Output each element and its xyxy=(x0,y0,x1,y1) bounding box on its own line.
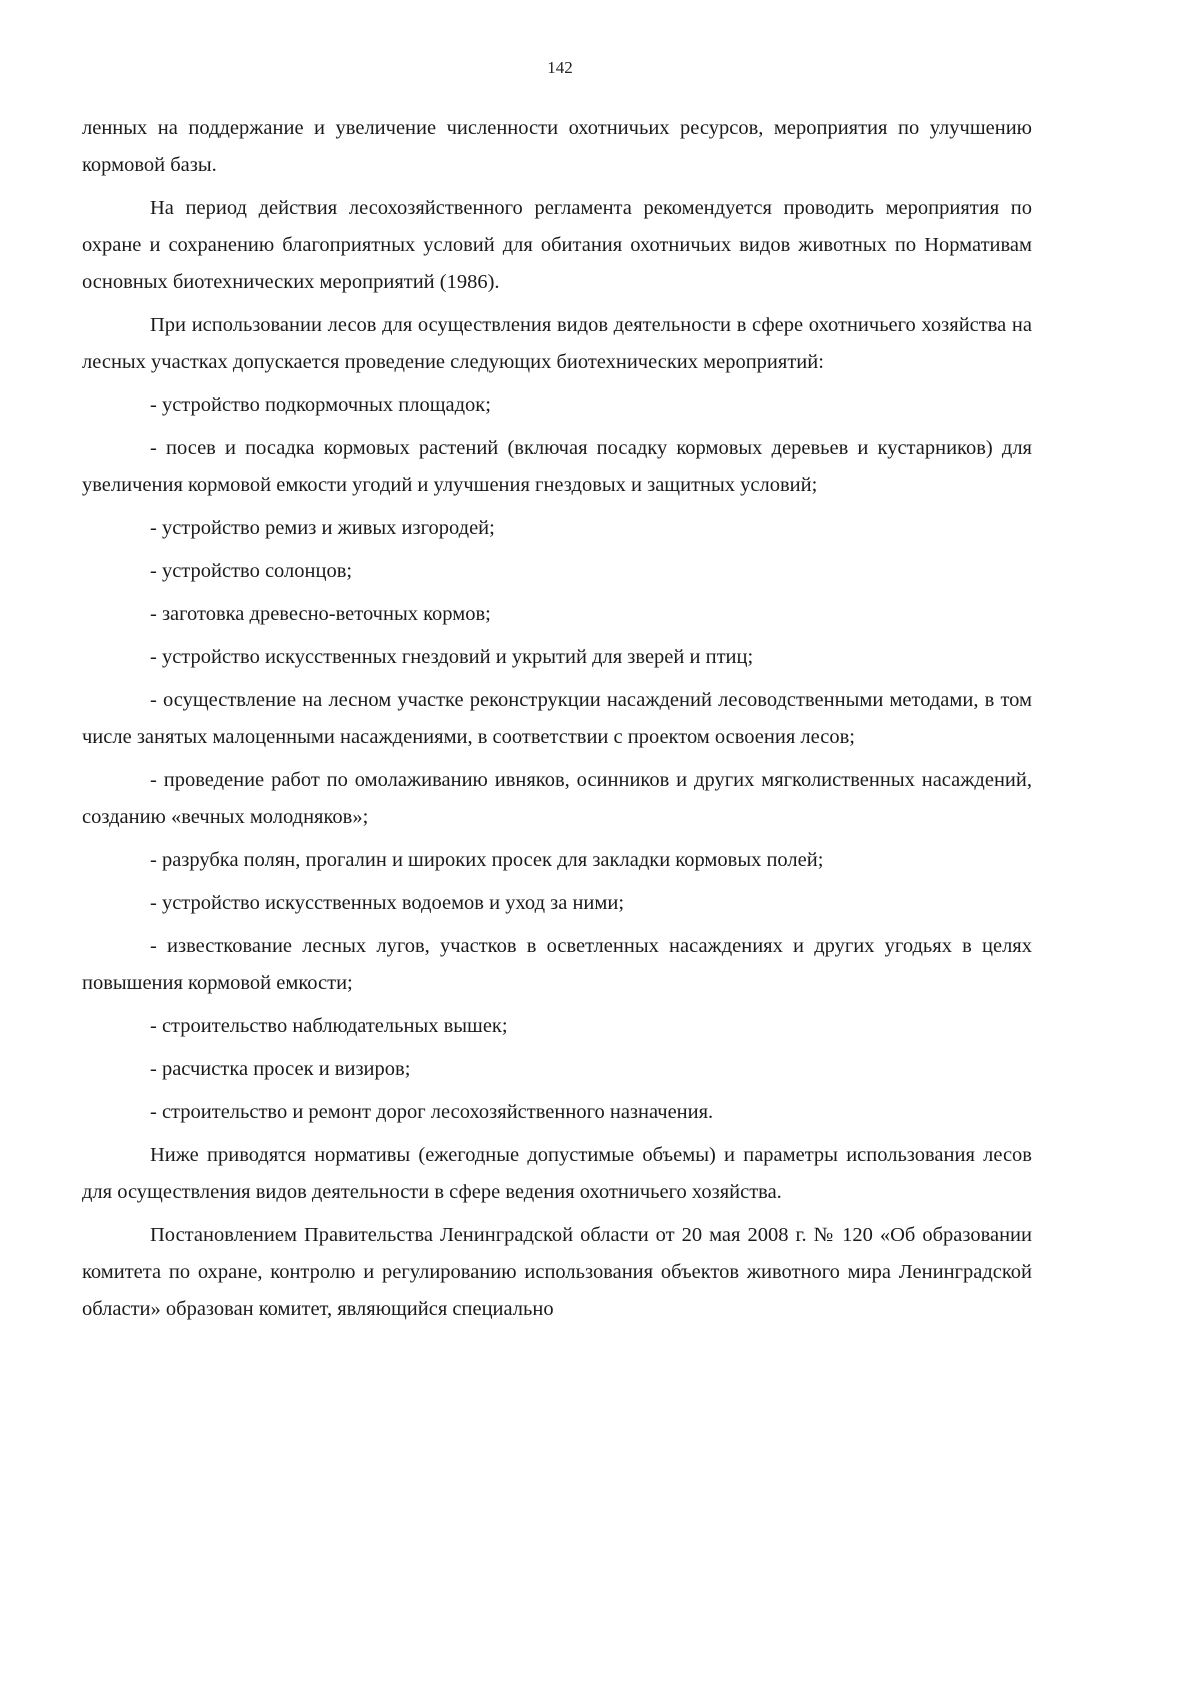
list-item: - известкование лесных лугов, участков в осветленных насаждениях и других угодьях в целях повышения кормовой емкости; xyxy=(82,935,1032,994)
document-body xyxy=(82,110,1032,1334)
list-item: - посев и посадка кормовых растений (включая посадку кормовых деревьев и кустарников) для увеличения кормовой емкости угодий и улучшения гнездовых и защитных условий; xyxy=(82,437,1032,496)
list-item: - устройство искусственных гнездовий и укрытий для зверей и птиц; xyxy=(150,646,754,668)
list-item: - устройство искусственных водоемов и уход за ними; xyxy=(150,892,625,914)
list-item: - устройство солонцов; xyxy=(150,560,353,582)
list-item: - строительство наблюдательных вышек; xyxy=(150,1015,508,1037)
list-item: - устройство подкормочных площадок; xyxy=(150,394,491,416)
paragraph: ленных на поддержание и увеличение численности охотничьих ресурсов, мероприятия по улучшению кормовой базы. xyxy=(82,117,1032,176)
paragraph: При использовании лесов для осуществления видов деятельности в сфере охотничьего хозяйства на лесных участках допускается проведение следующих биотехнических мероприятий: xyxy=(82,314,1032,373)
list-item: - заготовка древесно-веточных кормов; xyxy=(150,603,491,625)
paragraph: Ниже приводятся нормативы (ежегодные допустимые объемы) и параметры использования лесов для осуществления видов деятельности в сфере ведения охотничьего хозяйства. xyxy=(82,1144,1032,1203)
list-item: - устройство ремиз и живых изгородей; xyxy=(150,517,495,539)
paragraph: Постановлением Правительства Ленинградской области от 20 мая 2008 г. № 120 «Об образовании комитета по охране, контролю и регулированию использования объектов животного мира Ленинградской области» образован комитет, являющийся специально xyxy=(82,1224,1032,1320)
list-item: - строительство и ремонт дорог лесохозяйственного назначения. xyxy=(150,1101,714,1123)
paragraph: На период действия лесохозяйственного регламента рекомендуется проводить мероприятия по охране и сохранению благоприятных условий для обитания охотничьих видов животных по Нормативам основных биотехнических мероприятий (1986). xyxy=(82,197,1032,293)
list-item: - разрубка полян, прогалин и широких просек для закладки кормовых полей; xyxy=(150,849,824,871)
list-item: - осуществление на лесном участке реконструкции насаждений лесоводственными методами, в том числе занятых малоценными насаждениями, в соответствии с проектом освоения лесов; xyxy=(82,689,1032,748)
list-item: - проведение работ по омолаживанию ивняков, осинников и других мягколиственных насаждений, созданию «вечных молодняков»; xyxy=(82,769,1032,828)
list-item: - расчистка просек и визиров; xyxy=(150,1058,411,1080)
page-number: 142 xyxy=(547,58,573,77)
